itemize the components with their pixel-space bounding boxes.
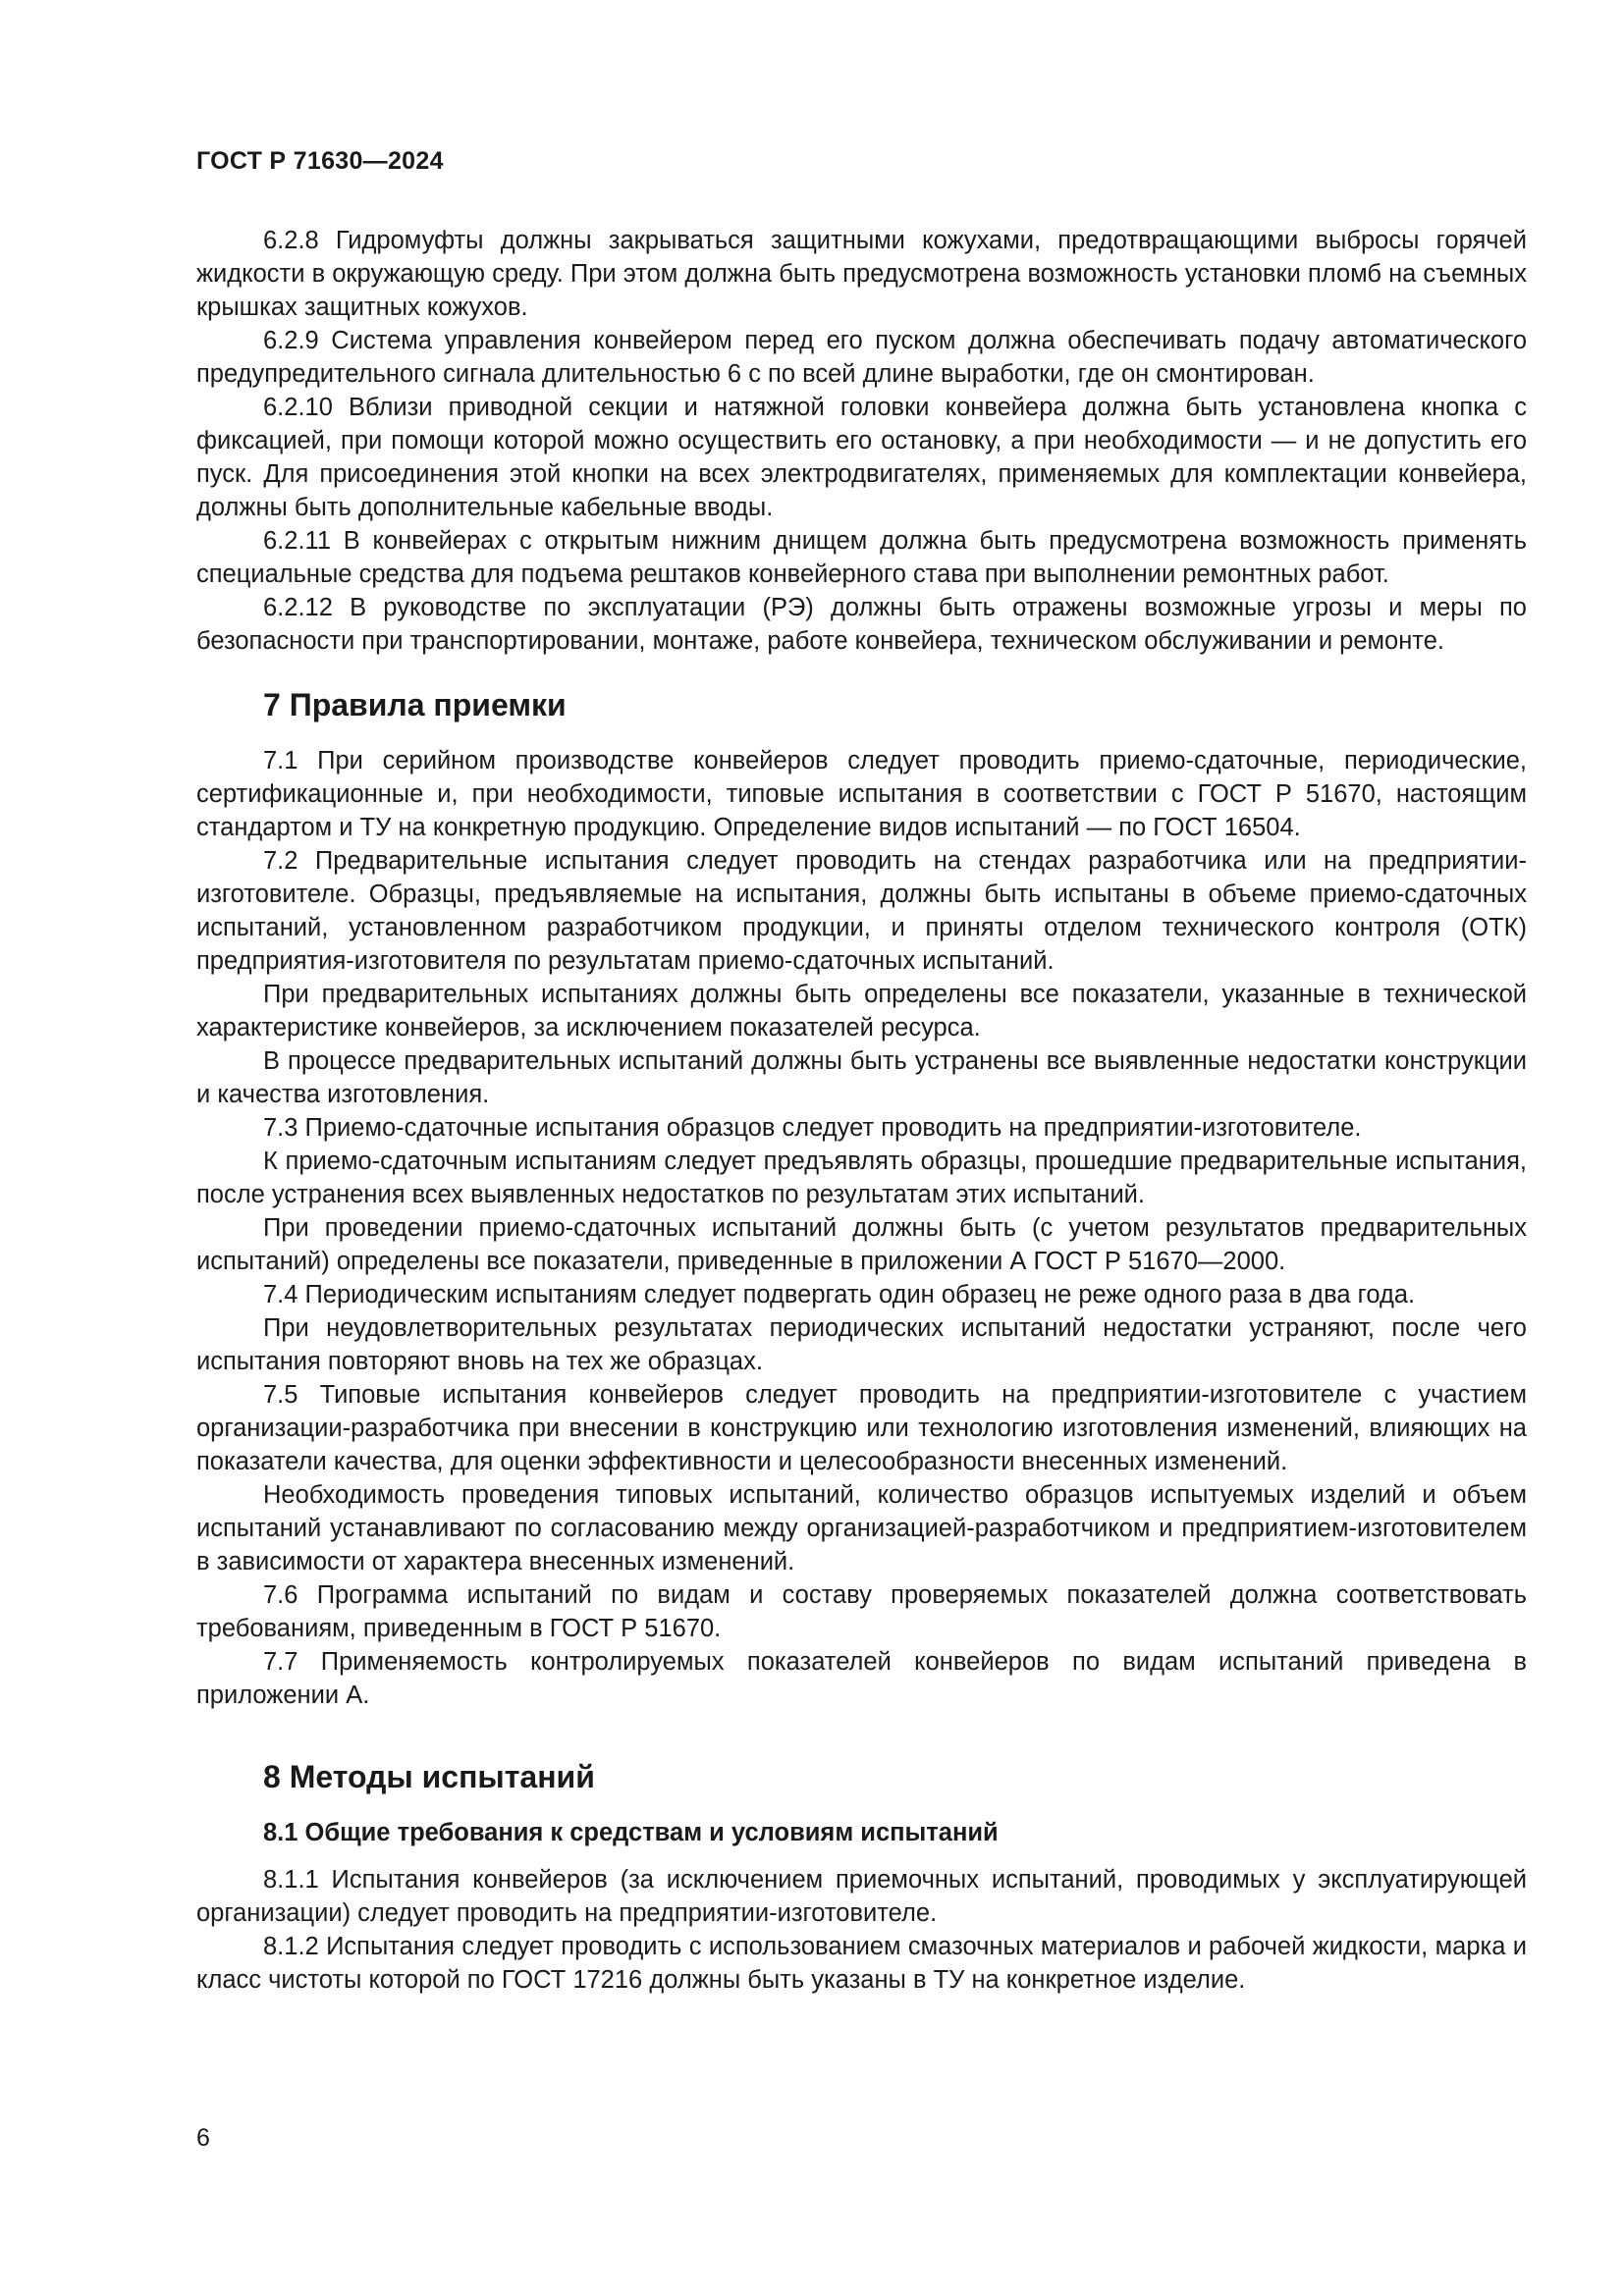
paragraph-7-5: 7.5 Типовые испытания конвейеров следует проводить на предприятии-изготовителе с участием организации-разработчика при внесении в конструкцию или технологию изготовления изменений, влияющих на показатели качества, для оценки эффективности и целесообразности внесенных изменений. (196, 1381, 1527, 1475)
paragraph-6-2-8: 6.2.8 Гидромуфты должны закрываться защитными кожухами, предотвращающими выбросы горячей жидкости в окружающую среду. При этом должна быть предусмотрена возможность установки пломб на съемных крышках защитных кожухов. (196, 227, 1527, 321)
paragraph-7-4-b: При неудовлетворительных результатах периодических испытаний недостатки устраняют, после чего испытания повторяют вновь на тех же образцах. (196, 1314, 1527, 1375)
paragraph-7-2-b: При предварительных испытаниях должны быть определены все показатели, указанные в технической характеристике конвейеров, за исключением показателей ресурса. (196, 981, 1527, 1041)
paragraph-7-2-c: В процессе предварительных испытаний должны быть устранены все выявленные недостатки конструкции и качества изготовления. (196, 1047, 1527, 1108)
paragraph-7-3-c: При проведении приемо-сдаточных испытаний должны быть (с учетом результатов предварительных испытаний) определены все показатели, приведенные в приложении А ГОСТ Р 51670—2000. (196, 1214, 1527, 1275)
paragraph-6-2-12: 6.2.12 В руководстве по эксплуатации (РЭ) должны быть отражены возможные угрозы и меры по безопасности при транспортировании, монтаже, работе конвейера, техническом обслуживании и ремонте. (196, 594, 1527, 655)
section-8-heading: 8 Методы испытаний (263, 1759, 595, 1794)
paragraph-7-7: 7.7 Применяемость контролируемых показателей конвейеров по видам испытаний приведена в приложении А. (196, 1648, 1527, 1709)
paragraph-7-4: 7.4 Периодическим испытаниям следует подвергать один образец не реже одного раза в два года. (263, 1281, 1416, 1308)
document-body (196, 224, 1527, 1997)
subsection-8-1-heading: 8.1 Общие требования к средствам и условиям испытаний (263, 1819, 999, 1846)
paragraph-8-1-1: 8.1.1 Испытания конвейеров (за исключением приемочных испытаний, проводимых у эксплуатирующей организации) следует проводить на предприятии-изготовителе. (196, 1866, 1527, 1927)
page-number: 6 (196, 2124, 210, 2152)
paragraph-7-6: 7.6 Программа испытаний по видам и составу проверяемых показателей должна соответствовать требованиям, приведенным в ГОСТ Р 51670. (196, 1581, 1527, 1642)
paragraph-6-2-10: 6.2.10 Вблизи приводной секции и натяжной головки конвейера должна быть установлена кнопка с фиксацией, при помощи которой можно осуществить его остановку, а при необходимости — и не допустить его пуск. Для присоединения этой кнопки на всех электродвигателях, применяемых для комплектации конвейера, должны быть дополнительные кабельные вводы. (196, 394, 1527, 521)
paragraph-8-1-2: 8.1.2 Испытания следует проводить с использованием смазочных материалов и рабочей жидкости, марка и класс чистоты которой по ГОСТ 17216 должны быть указаны в ТУ на конкретное изделие. (196, 1933, 1527, 1994)
paragraph-6-2-9: 6.2.9 Система управления конвейером перед его пуском должна обеспечивать подачу автоматического предупредительного сигнала длительностью 6 с по всей длине выработки, где он смонтирован. (196, 327, 1527, 388)
paragraph-6-2-11: 6.2.11 В конвейерах с открытым нижним днищем должна быть предусмотрена возможность применять специальные средства для подъема рештаков конвейерного става при выполнении ремонтных работ. (196, 527, 1527, 588)
paragraph-7-2: 7.2 Предварительные испытания следует проводить на стендах разработчика или на предприятии-изготовителе. Образцы, предъявляемые на испытания, должны быть испытаны в объеме приемо-сдаточных испытаний, установленном разработчиком продукции, и приняты отделом технического контроля (ОТК) предприятия-изготовителя по результатам приемо-сдаточных испытаний. (196, 847, 1527, 975)
paragraph-7-5-b: Необходимость проведения типовых испытаний, количество образцов испытуемых изделий и объем испытаний устанавливают по согласованию между организацией-разработчиком и предприятием-изготовителем в зависимости от характера внесенных изменений. (196, 1481, 1527, 1575)
standard-header: ГОСТ Р 71630—2024 (196, 147, 444, 175)
section-7-heading: 7 Правила приемки (263, 687, 567, 722)
paragraph-7-1: 7.1 При серийном производстве конвейеров следует проводить приемо-сдаточные, периодические, сертификационные и, при необходимости, типовые испытания в соответствии с ГОСТ Р 51670, настоящим стандартом и ТУ на конкретную продукцию. Определение видов испытаний — по ГОСТ 16504. (196, 747, 1527, 841)
paragraph-7-3-b: К приемо-сдаточным испытаниям следует предъявлять образцы, прошедшие предварительные испытания, после устранения всех выявленных недостатков по результатам этих испытаний. (196, 1148, 1527, 1208)
paragraph-7-3: 7.3 Приемо-сдаточные испытания образцов следует проводить на предприятии-изготовителе. (263, 1114, 1362, 1142)
